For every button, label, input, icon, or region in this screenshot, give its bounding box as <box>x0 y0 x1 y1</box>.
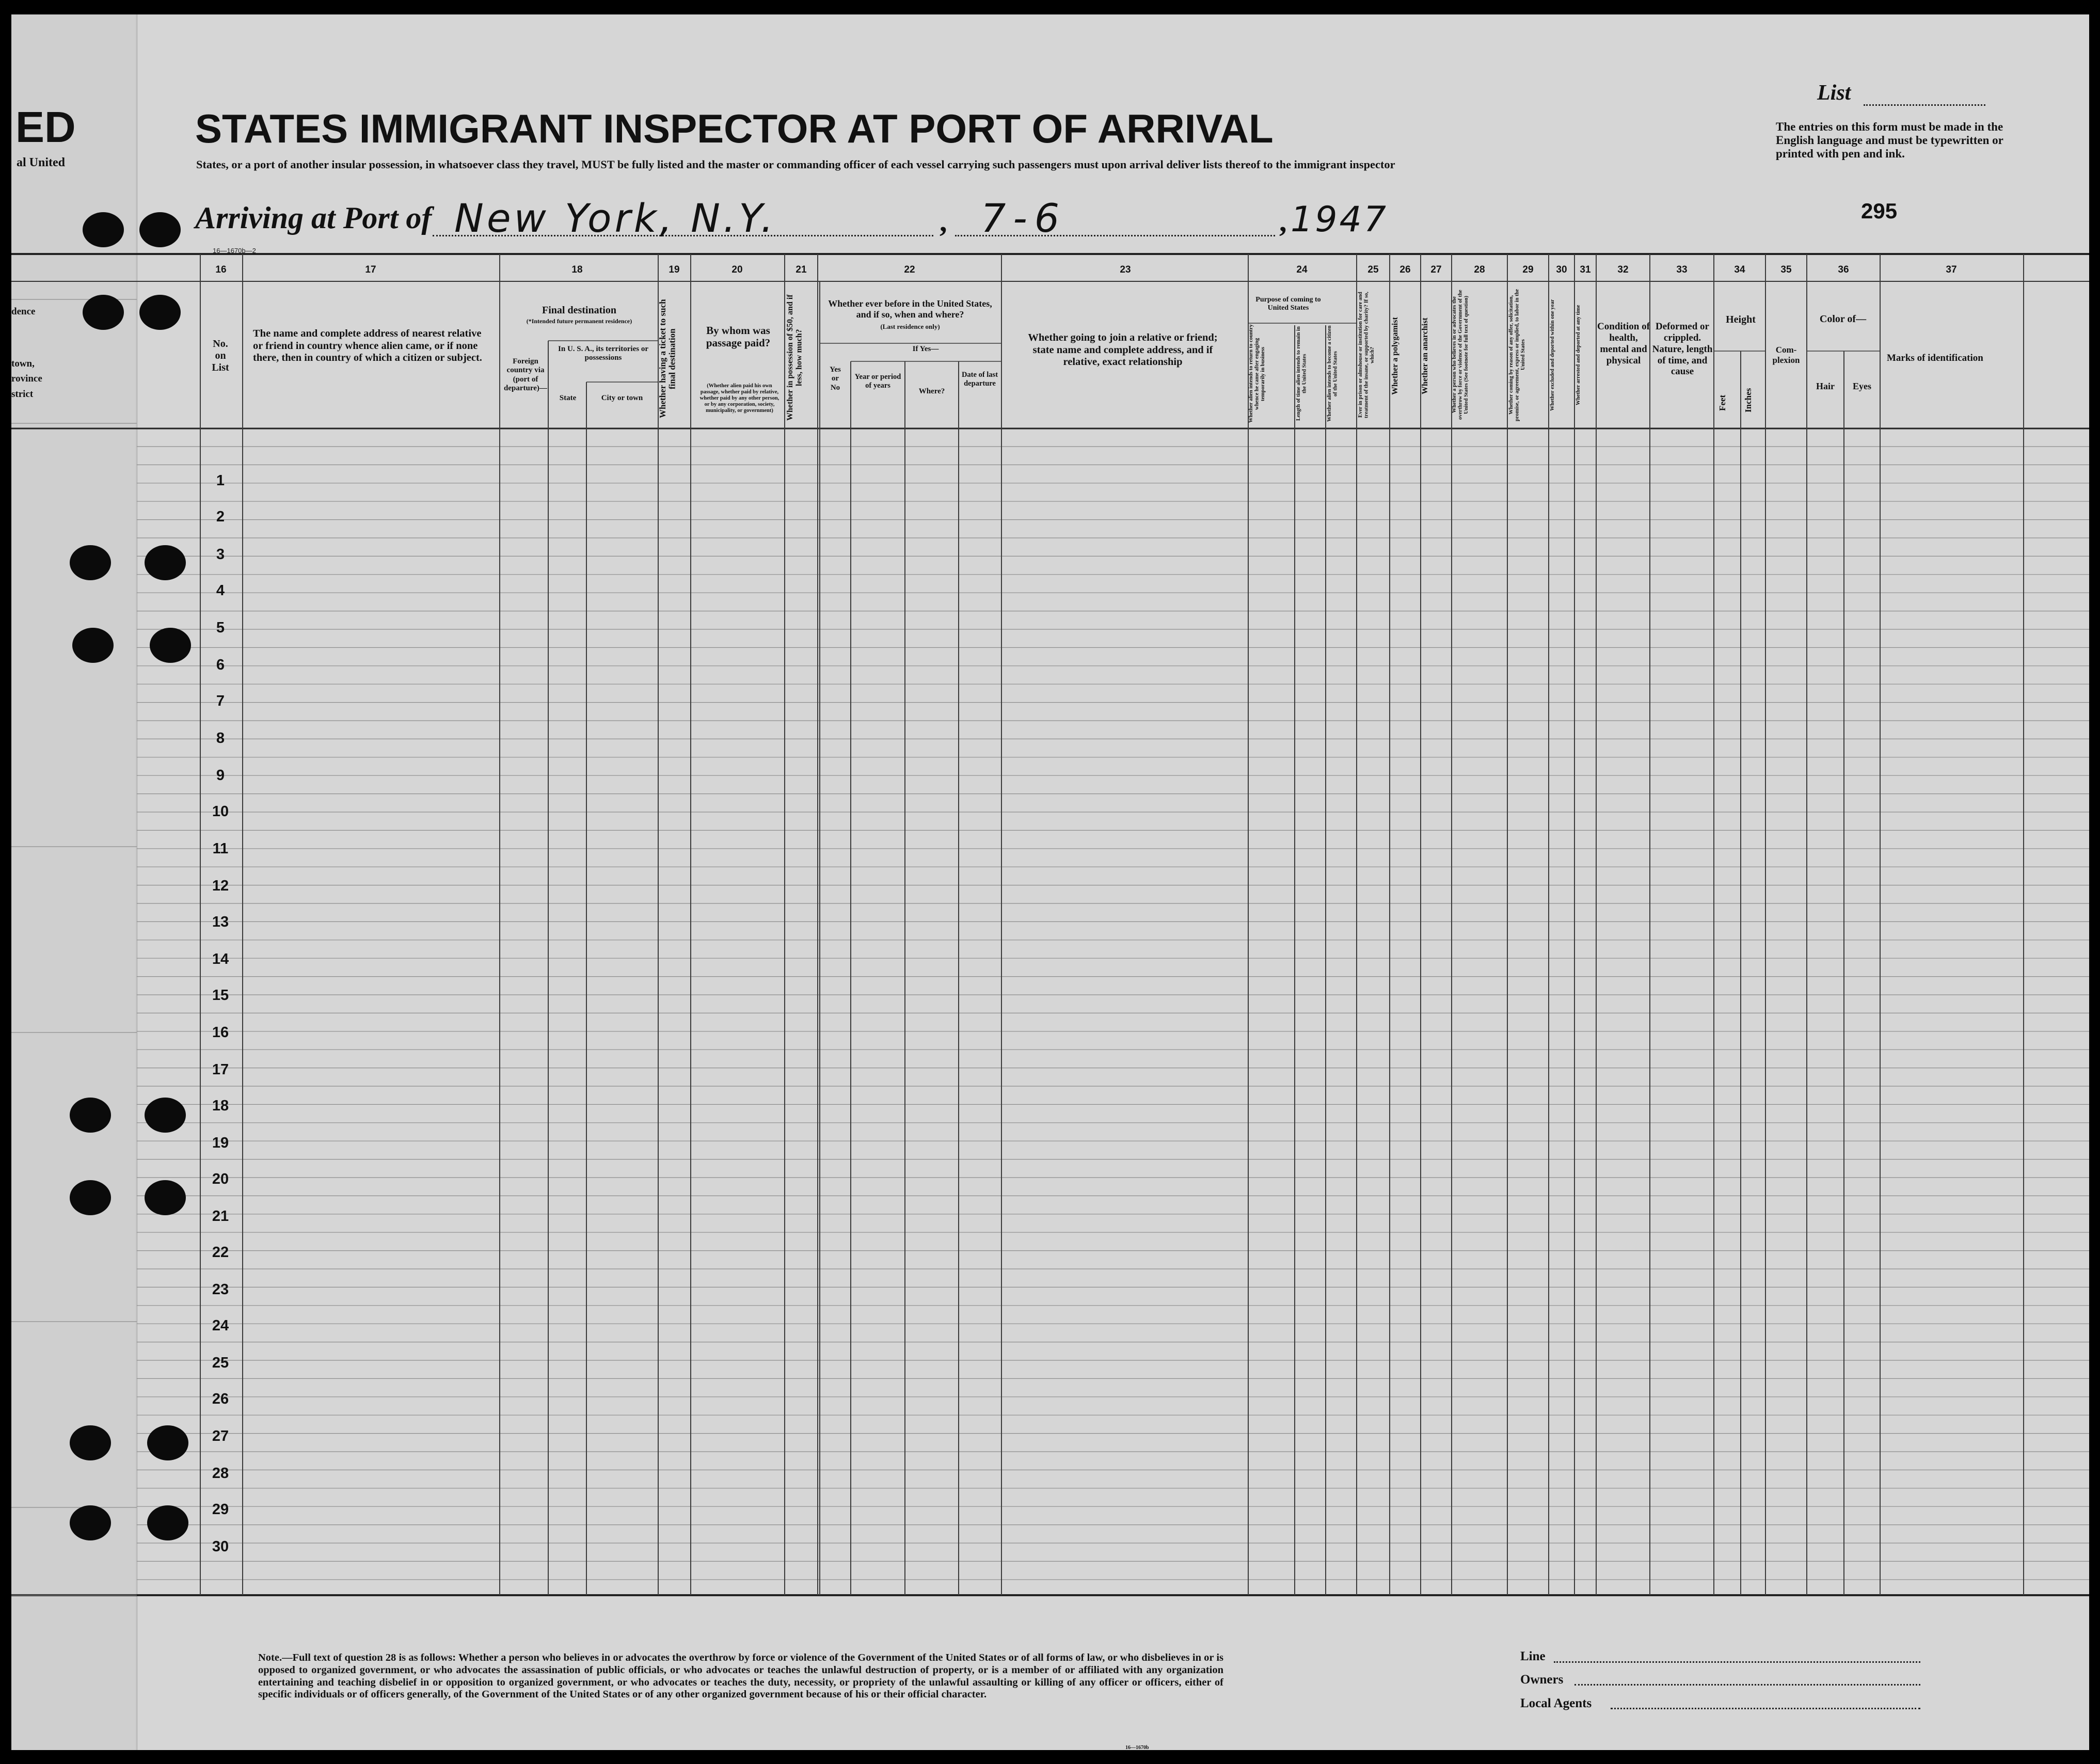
column-number-16: 16 <box>215 264 227 275</box>
row-number-8: 8 <box>216 730 225 746</box>
row-number-13: 13 <box>212 914 229 930</box>
col-header-if-yes: If Yes— <box>912 345 939 353</box>
col-header-prison-almshouse: Ever in prison or almshouse or institution for care and treatment of the insane, or supported by charity? If so, which? <box>1358 292 1376 418</box>
col-header-marks-of-identification: Marks of identification <box>1887 353 1983 363</box>
col-header-passage-paid-note: (Whether alien paid his own passage, whether paid by relative, whether paid by any other person, or by any corporation, society, municipality, or government) <box>699 383 779 414</box>
column-number-22: 22 <box>904 264 915 275</box>
page-number: 295 <box>1861 199 1898 223</box>
row-number-11: 11 <box>212 840 229 857</box>
column-number-23: 23 <box>1120 264 1131 275</box>
col-header-by-whom-passage-paid: By whom was passage paid? <box>706 324 771 349</box>
form-instructions-notice: The entries on this form must be made in the English language and must be typewritten or printed with pen and ink. <box>1776 120 2003 161</box>
row-number-14: 14 <box>212 951 229 967</box>
col-header-eyes: Eyes <box>1853 381 1871 391</box>
arriving-at-port-label: Arriving at Port of <box>195 201 432 235</box>
col-header-no-on-list: No. on List <box>212 338 229 373</box>
column-number-28: 28 <box>1474 264 1485 275</box>
column-number-37: 37 <box>1946 264 1957 275</box>
col-header-height: Height <box>1726 314 1756 325</box>
port-of-arrival-value[interactable]: New York, N.Y. <box>454 195 776 241</box>
column-number-24: 24 <box>1296 264 1308 275</box>
subtitle-left-fragment: al United <box>17 156 66 169</box>
column-number-21: 21 <box>796 264 807 275</box>
col-header-overthrow-government: Whether a person who believes in or advocates the overthrow by force or violence of the Government of the United States (See footnote for full text of question) <box>1452 290 1470 420</box>
column-number-25: 25 <box>1367 264 1379 275</box>
row-number-18: 18 <box>212 1098 229 1114</box>
column-number-29: 29 <box>1522 264 1534 275</box>
footnote-question-28: Note.—Full text of question 28 is as follows: Whether a person who believes in or advocates the overthrow by force or violence of the Government of the United States or of all forms of law, or who disbelieves in or is opposed to organized government, or who advocates the assassination of public officials, or who advocates or teaches the unlawful destruction of property, or is a member of or affiliated with any organization entertaining and teaching disbelief in or opposition to organized government, or who advocates or teaches the duty, necessity, or propriety of the unlawful assaulting or killing of any officer or officers, either of specific individuals or of officers generally, of the Government of the United States or of any other organized government because of his or their official character. <box>258 1652 1223 1701</box>
column-number-34: 34 <box>1734 264 1745 275</box>
col-header-last-residence-only: (Last residence only) <box>880 323 940 330</box>
col-header-color-of: Color of— <box>1819 313 1867 325</box>
row-number-15: 15 <box>212 987 229 1004</box>
col-header-length-of-stay: Length of time alien intends to remain in the United States <box>1296 326 1308 421</box>
col-header-height-inches: Inches <box>1743 388 1753 412</box>
page-title: STATES IMMIGRANT INSPECTOR AT PORT OF ARRIVAL <box>195 106 1274 151</box>
column-number-31: 31 <box>1580 264 1591 275</box>
row-number-26: 26 <box>212 1391 229 1407</box>
arrival-date-value[interactable]: 7-6 <box>981 195 1067 241</box>
col-header-hair: Hair <box>1816 381 1835 391</box>
row-number-17: 17 <box>212 1061 229 1078</box>
col-header-polygamist: Whether a polygamist <box>1391 317 1399 395</box>
column-number-26: 26 <box>1399 264 1411 275</box>
owners-label: Owners <box>1520 1673 1564 1687</box>
row-number-20: 20 <box>212 1171 229 1187</box>
col-header-labor-contract: Whether coming by reason of any offer, solicitation, promise, or agreement, express or implied, to labor in the United States <box>1508 289 1526 421</box>
col-header-condition-of-health: Condition of health, mental and physical <box>1597 321 1650 366</box>
row-number-29: 29 <box>212 1501 229 1518</box>
col-header-final-destination-note: (*Intended future permanent residence) <box>526 317 632 325</box>
port-comma: , <box>940 204 947 238</box>
column-number-19: 19 <box>669 264 680 275</box>
column-number-17: 17 <box>365 264 376 275</box>
col-header-intends-citizenship: Whether alien intends to become a citizen of the United States <box>1327 325 1339 422</box>
row-number-2: 2 <box>216 508 225 525</box>
arrival-year-value[interactable]: 1947 <box>1291 199 1389 240</box>
column-number-18: 18 <box>571 264 583 275</box>
row-number-12: 12 <box>212 878 229 894</box>
col-header-nearest-relative: The name and complete address of nearest relative or friend in country whence alien came, or if none there, then in country of which a citizen or subject. <box>253 328 482 364</box>
footer-form-code: 16—1670b <box>1125 1745 1149 1751</box>
col-header-intends-to-return: Whether alien intends to return to country whence he came after engaging temporarily in business <box>1248 324 1266 423</box>
row-number-3: 3 <box>216 546 225 563</box>
column-number-36: 36 <box>1838 264 1849 275</box>
row-number-5: 5 <box>216 619 225 636</box>
column-number-32: 32 <box>1617 264 1629 275</box>
owners-field[interactable] <box>1574 1684 1920 1686</box>
col-header-residence-fragment: dence <box>11 306 36 317</box>
row-number-1: 1 <box>216 472 225 489</box>
col-header-ticket-to-destination: Whether having a ticket to such final destination <box>658 299 677 419</box>
row-number-21: 21 <box>212 1208 229 1225</box>
col-header-where: Where? <box>918 387 945 395</box>
col-header-yes-or-no: Yes or No <box>830 365 841 392</box>
row-number-25: 25 <box>212 1355 229 1371</box>
column-number-30: 30 <box>1556 264 1567 275</box>
row-number-28: 28 <box>212 1465 229 1482</box>
col-header-anarchist: Whether an anarchist <box>1421 317 1429 395</box>
column-number-27: 27 <box>1430 264 1442 275</box>
row-number-7: 7 <box>216 693 225 709</box>
col-header-purpose-of-coming: Purpose of coming to United States <box>1255 296 1321 312</box>
col-header-possession-of-50: Whether in possession of $50, and if less, how much? <box>786 294 804 421</box>
list-number-field[interactable] <box>1864 83 1985 106</box>
row-number-23: 23 <box>212 1281 229 1298</box>
row-number-16: 16 <box>212 1024 229 1041</box>
page-subtitle: States, or a port of another insular possession, in whatsoever class they travel, MUST be fully listed and the master or commanding officer of each vessel carrying such passengers must upon arrival deliver lists thereof to the immigrant inspector <box>196 158 1395 171</box>
title-left-fragment: ED <box>15 103 76 151</box>
date-comma: , <box>1279 204 1287 238</box>
col-header-city-or-town: City or town <box>601 394 643 402</box>
col-header-height-feet: Feet <box>1717 394 1727 411</box>
col-header-in-usa: In U. S. A., its territories or possessions <box>558 345 648 362</box>
line-field[interactable] <box>1554 1661 1920 1663</box>
col-header-arrested-deported: Whether arrested and deported at any time <box>1576 305 1581 405</box>
column-number-35: 35 <box>1780 264 1792 275</box>
row-number-6: 6 <box>216 657 225 673</box>
line-label: Line <box>1520 1649 1546 1663</box>
row-number-24: 24 <box>212 1317 229 1334</box>
col-header-town-province-fragment: town, rovince strict <box>11 358 42 400</box>
row-number-19: 19 <box>212 1135 229 1151</box>
row-number-9: 9 <box>216 767 225 784</box>
row-number-10: 10 <box>212 803 229 820</box>
col-header-join-relative-or-friend: Whether going to join a relative or friend; state name and complete address, and if relative, exact relationship <box>1028 332 1218 368</box>
local-agents-label: Local Agents <box>1520 1696 1592 1710</box>
column-number-20: 20 <box>731 264 743 275</box>
row-number-22: 22 <box>212 1244 229 1261</box>
row-number-30: 30 <box>212 1538 229 1555</box>
col-header-excluded-deported: Whether excluded and deported within one year <box>1550 299 1555 411</box>
col-header-deformed-or-crippled: Deformed or crippled. Nature, length of time, and cause <box>1652 321 1713 377</box>
col-header-date-last-departure: Date of last departure <box>961 371 998 388</box>
row-number-27: 27 <box>212 1428 229 1444</box>
local-agents-field[interactable] <box>1611 1708 1920 1709</box>
col-header-foreign-country: Foreign country via (port of departure)— <box>504 357 547 392</box>
col-header-state: State <box>559 394 577 402</box>
col-header-ever-before-in-us: Whether ever before in the United States, and if so, when and where? <box>828 298 992 320</box>
row-number-4: 4 <box>216 582 225 599</box>
col-header-year-or-period: Year or period of years <box>854 373 901 390</box>
col-header-complexion: Com-plexion <box>1772 345 1800 365</box>
col-header-final-destination: Final destination <box>542 305 616 316</box>
form-code: 16—1670b—2 <box>213 247 256 255</box>
list-label: List <box>1817 81 1851 105</box>
column-number-33: 33 <box>1676 264 1688 275</box>
